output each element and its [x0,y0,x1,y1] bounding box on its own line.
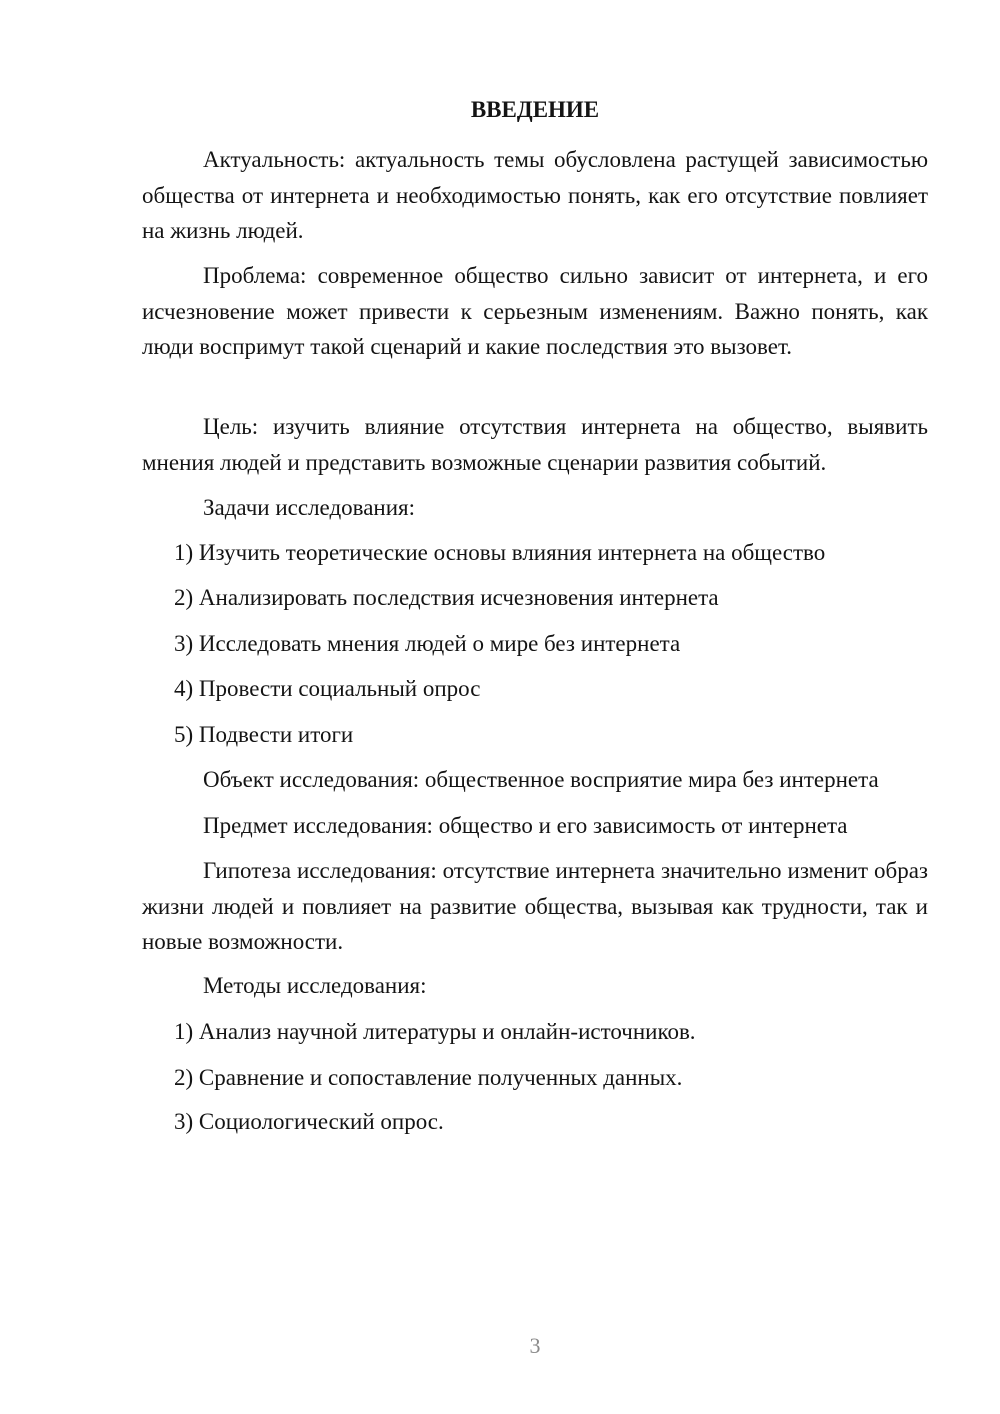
task-item: 2) Анализировать последствия исчезновения интернета [174,585,719,610]
relevance-paragraph: Актуальность: актуальность темы обусловлена растущей зависимостью общества от интернета и необходимостью понять, как его отсутствие повлияет на жизнь людей. [142,147,928,243]
goal-paragraph: Цель: изучить влияние отсутствия интернета на общество, выявить мнения людей и представить возможные сценарии развития событий. [142,414,928,475]
task-item: 5) Подвести итоги [174,722,354,747]
task-item: 3) Исследовать мнения людей о мире без интернета [174,631,681,656]
task-item: 4) Провести социальный опрос [174,676,481,701]
problem-paragraph: Проблема: современное общество сильно зависит от интернета, и его исчезновение может привести к серьезным изменениям. Важно понять, как люди воспримут такой сценарий и какие последствия это вызовет. [142,263,928,359]
tasks-heading: Задачи исследования: [203,495,416,520]
task-item: 1) Изучить теоретические основы влияния интернета на общество [174,540,826,565]
methods-heading: Методы исследования: [203,973,427,998]
section-title: ВВЕДЕНИЕ [470,97,600,122]
method-item: 2) Сравнение и сопоставление полученных данных. [174,1065,683,1090]
object-line: Объект исследования: общественное восприятие мира без интернета [203,767,879,792]
method-item: 1) Анализ научной литературы и онлайн-источников. [174,1019,696,1044]
page-number: 3 [529,1333,541,1358]
hypothesis-paragraph: Гипотеза исследования: отсутствие интернета значительно изменит образ жизни людей и повлияет на развитие общества, вызывая как трудности, так и новые возможности. [142,858,928,954]
method-item: 3) Социологический опрос. [174,1109,444,1134]
subject-line: Предмет исследования: общество и его зависимость от интернета [203,813,848,838]
